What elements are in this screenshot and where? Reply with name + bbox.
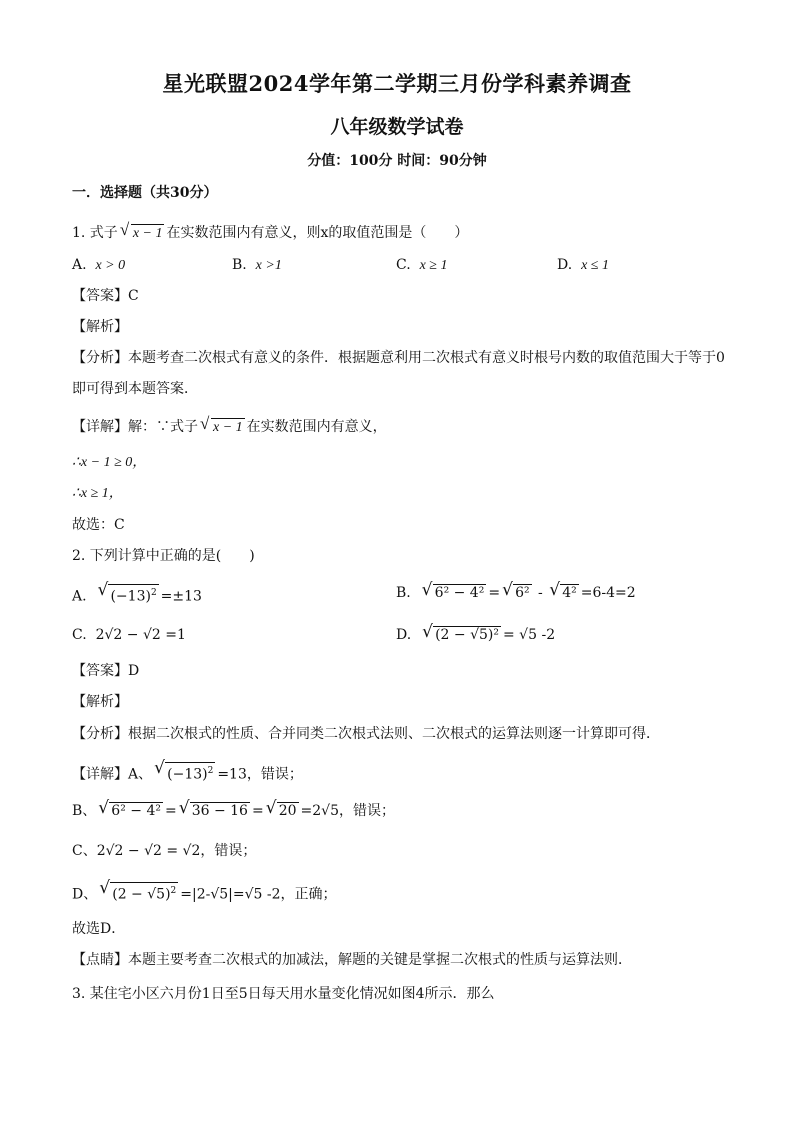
- q1-analysis-head: 【解析】: [72, 319, 128, 335]
- q1-option-b-label: B.: [232, 257, 247, 273]
- q2-option-c-expr: 2√2 − √2 =1: [95, 627, 186, 643]
- exam-subtitle: 八年级数学试卷: [330, 116, 464, 138]
- q1-stem-prefix: 1. 式子: [72, 225, 118, 241]
- sqrt-symbol: [502, 584, 532, 602]
- q2-detail-b: B、√ 6² − 4² =√ 36 − 16 =√ 20 =2√5，错误；: [72, 802, 395, 820]
- q1-option-d-expr: x ≤ 1: [581, 258, 609, 273]
- q1-option-a-label: A.: [72, 257, 87, 273]
- q2-option-b-label: B.: [396, 585, 411, 601]
- q1-option-a: [72, 256, 125, 275]
- q1-option-b-expr: x >1: [255, 258, 282, 273]
- q2-option-c: [72, 626, 186, 644]
- q2-option-c-label: C.: [72, 627, 87, 643]
- q2-detail-a: [72, 762, 303, 784]
- q2-detail-b-radicand3: 20: [278, 803, 297, 819]
- sqrt-symbol: [200, 418, 245, 437]
- exam-title: 星光联盟2024学年第二学期三月份学科素养调查: [162, 71, 632, 96]
- q1-stem-suffix: 在实数范围内有意义，则x的取值范围是（ ）: [166, 225, 469, 241]
- sqrt-symbol: [179, 802, 250, 820]
- q1-detail: [72, 418, 387, 437]
- sqrt-symbol: [120, 224, 165, 243]
- q2-option-d: [396, 626, 555, 644]
- sqrt-symbol: √ $(-13)^2$: [154, 762, 215, 784]
- sqrt-symbol: [422, 584, 487, 602]
- q1-option-c-expr: x ≥ 1: [419, 258, 448, 273]
- q1-analysis-line2: 即可得到本题答案．: [72, 381, 198, 397]
- q1-radicand: x − 1: [132, 226, 163, 241]
- q2-detail-b-prefix: B、: [72, 803, 97, 819]
- q2-option-b-rest: =6-4=2: [580, 585, 636, 601]
- q2-detail-d: [72, 882, 337, 904]
- sqrt-symbol: [266, 802, 299, 820]
- q2-detail-a-rest: =13，错误；: [217, 766, 303, 783]
- exam-meta: 分值：100分 时间：90分钟: [307, 153, 487, 169]
- q2-detail-a-prefix: 【详解】A、: [72, 766, 153, 783]
- q2-analysis-head: 【解析】: [72, 694, 128, 710]
- q2-option-b: B. √ 6² − 4² =√ 6² - √ 4² =6-4=2: [396, 584, 636, 602]
- q1-option-d-label: D.: [557, 257, 573, 273]
- q1-step1: ∴x − 1 ≥ 0，: [72, 455, 147, 470]
- q2-option-a-label: A.: [72, 588, 87, 605]
- q1-detail-prefix: 【详解】解：∵式子: [72, 419, 198, 435]
- q1-answer: 【答案】C: [72, 288, 139, 304]
- q1-option-b: [232, 256, 282, 275]
- q2-detail-b-radicand1: 6² − 4²: [111, 803, 161, 819]
- q1-detail-radicand: x − 1: [213, 420, 243, 435]
- section-heading: 一．选择题（共30分）: [72, 185, 218, 201]
- q2-stem: 2. 下列计算中正确的是( ): [72, 548, 255, 564]
- q1-option-c: [396, 256, 447, 275]
- q2-detail-d-radicand: (2 − √5): [112, 886, 171, 903]
- sqrt-symbol: √ $(-13)^2$: [97, 584, 158, 606]
- q2-option-d-radicand: (2 − √5)²: [435, 627, 499, 643]
- q2-detail-c: C、2√2 − √2 = √2，错误；: [72, 843, 257, 859]
- q2-analysis-line: 【分析】根据二次根式的性质、合并同类二次根式法则、二次根式的运算法则逐一计算即可得．: [72, 726, 660, 742]
- q2-conclusion: 故选D．: [72, 921, 126, 937]
- q1-step2: ∴x ≥ 1，: [72, 486, 123, 501]
- q1-option-c-label: C.: [396, 257, 411, 273]
- q2-detail-b-rest: =2√5，错误；: [300, 803, 395, 819]
- q1-stem: [72, 224, 468, 243]
- q2-detail-a-radicand: (−13): [167, 766, 208, 783]
- q1-detail-suffix: 在实数范围内有意义，: [246, 419, 387, 435]
- q2-option-a: [72, 584, 202, 606]
- q2-option-a-rest: =±13: [160, 588, 202, 605]
- q1-conclusion: 故选：C: [72, 517, 125, 533]
- q2-detail-d-rest: =|2-√5|=√5 -2，正确；: [180, 886, 337, 903]
- q3-stem: 3. 某住宅小区六月份1日至5日每天用水量变化情况如图4所示．那么: [72, 986, 495, 1002]
- q2-option-d-label: D.: [396, 627, 412, 643]
- q2-answer: 【答案】D: [72, 663, 140, 679]
- q1-analysis-line1: 【分析】本题考查二次根式有意义的条件．根据题意利用二次根式有意义时根号内数的取值范围大于等于0: [72, 350, 725, 366]
- q2-option-b-radicand3: 4²: [562, 585, 577, 601]
- q2-option-d-rest: = √5 -2: [503, 627, 556, 643]
- sqrt-symbol: √ $(2 - √5)^2$: [99, 882, 178, 904]
- q1-option-a-expr: x > 0: [95, 258, 126, 273]
- q2-detail-d-prefix: D、: [72, 886, 98, 903]
- q2-detail-b-radicand2: 36 − 16: [191, 803, 248, 819]
- q1-option-d: [557, 256, 609, 275]
- q2-comment: 【点睛】本题主要考查二次根式的加减法，解题的关键是掌握二次根式的性质与运算法则．: [72, 952, 632, 968]
- sqrt-symbol: [98, 802, 163, 820]
- q2-option-b-radicand1: 6² − 4²: [434, 585, 485, 601]
- sqrt-symbol: [422, 626, 501, 644]
- sqrt-symbol: [549, 584, 579, 602]
- q2-option-a-radicand: (−13): [110, 588, 151, 605]
- q2-option-b-radicand2: 6²: [515, 585, 530, 601]
